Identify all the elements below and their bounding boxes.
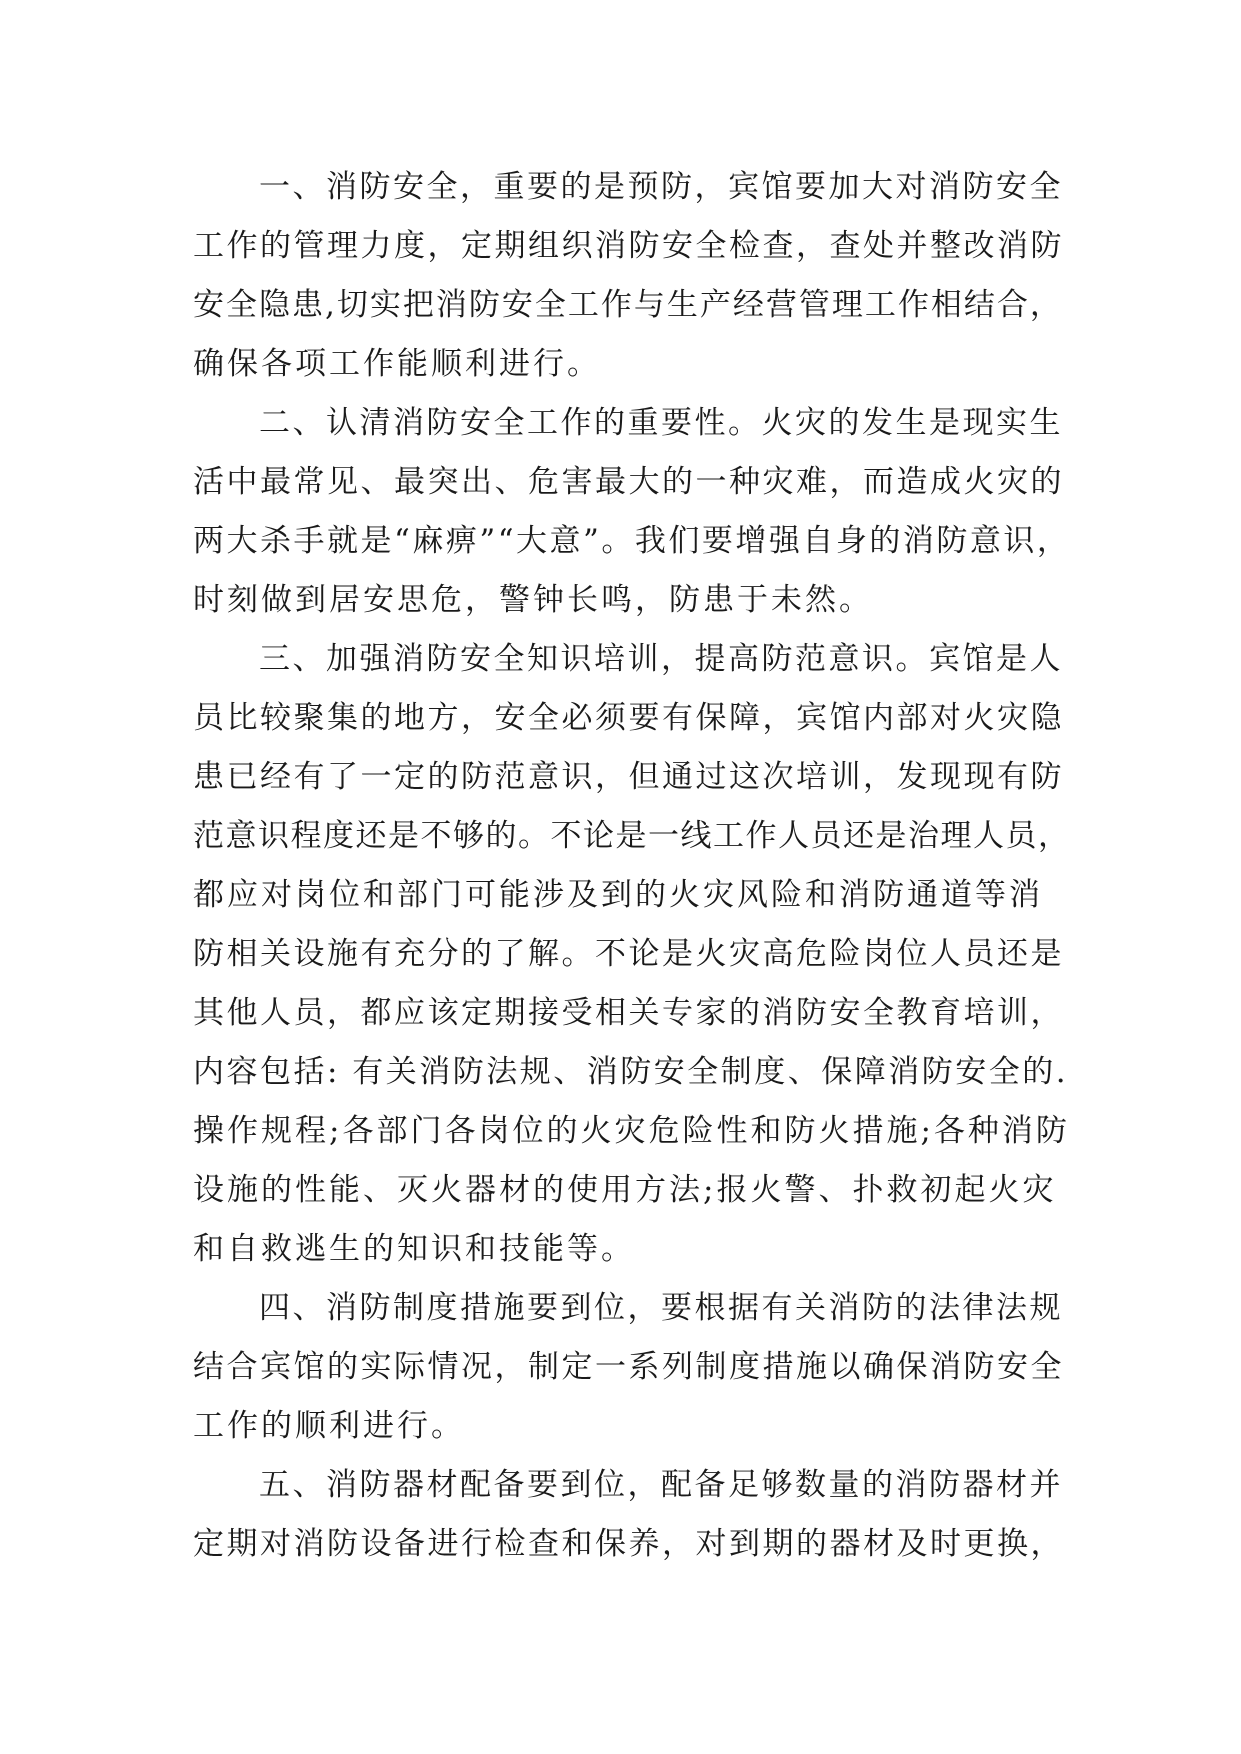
text-line: 四、消防制度措施要到位，要根据有关消防的法律法规 — [259, 1290, 1063, 1326]
text-line: 和自救逃生的知识和技能等。 — [193, 1231, 635, 1267]
text-line: 其他人员，都应该定期接受相关专家的消防安全教育培训， — [193, 995, 1064, 1031]
text-line: 一、消防安全，重要的是预防，宾馆要加大对消防安全 — [259, 169, 1063, 205]
text-line: 三、加强消防安全知识培训，提高防范意识。宾馆是人 — [259, 641, 1063, 677]
text-line: 患已经有了一定的防范意识，但通过这次培训，发现现有防 — [193, 759, 1064, 795]
text-line: 操作规程;各部门各岗位的火灾危险性和防火措施;各种消防 — [193, 1113, 1070, 1149]
text-line: 五、消防器材配备要到位，配备足够数量的消防器材并 — [259, 1467, 1063, 1503]
text-line: 员比较聚集的地方，安全必须要有保障，宾馆内部对火灾隐 — [193, 700, 1064, 736]
text-line: 结合宾馆的实际情况，制定一系列制度措施以确保消防安全 — [193, 1349, 1064, 1385]
text-line: 内容包括: 有关消防法规、消防安全制度、保障消防安全的. — [193, 1054, 1069, 1090]
text-line: 两大杀手就是“麻痹”“大意”。我们要增强自身的消防意识， — [193, 523, 1071, 559]
text-line: 安全隐患,切实把消防安全工作与生产经营管理工作相结合， — [193, 287, 1063, 323]
text-line: 工作的管理力度，定期组织消防安全检查，查处并整改消防 — [193, 228, 1064, 264]
text-line: 活中最常见、最突出、危害最大的一种灾难，而造成火灾的 — [193, 464, 1064, 500]
text-line: 确保各项工作能顺利进行。 — [193, 346, 601, 382]
text-line: 范意识程度还是不够的。不论是一线工作人员还是治理人员， — [193, 818, 1071, 854]
text-line: 时刻做到居安思危，警钟长鸣，防患于未然。 — [193, 582, 873, 618]
text-line: 定期对消防设备进行检查和保养，对到期的器材及时更换， — [193, 1526, 1064, 1562]
text-line: 防相关设施有充分的了解。不论是火灾高危险岗位人员还是 — [193, 936, 1064, 972]
text-line: 都应对岗位和部门可能涉及到的火灾风险和消防通道等消 — [193, 877, 1043, 913]
text-line: 二、认清消防安全工作的重要性。火灾的发生是现实生 — [259, 405, 1063, 441]
document-body — [193, 158, 1073, 1574]
text-line: 工作的顺利进行。 — [193, 1408, 465, 1444]
text-line: 设施的性能、灭火器材的使用方法;报火警、扑救初起火灾 — [193, 1172, 1057, 1208]
